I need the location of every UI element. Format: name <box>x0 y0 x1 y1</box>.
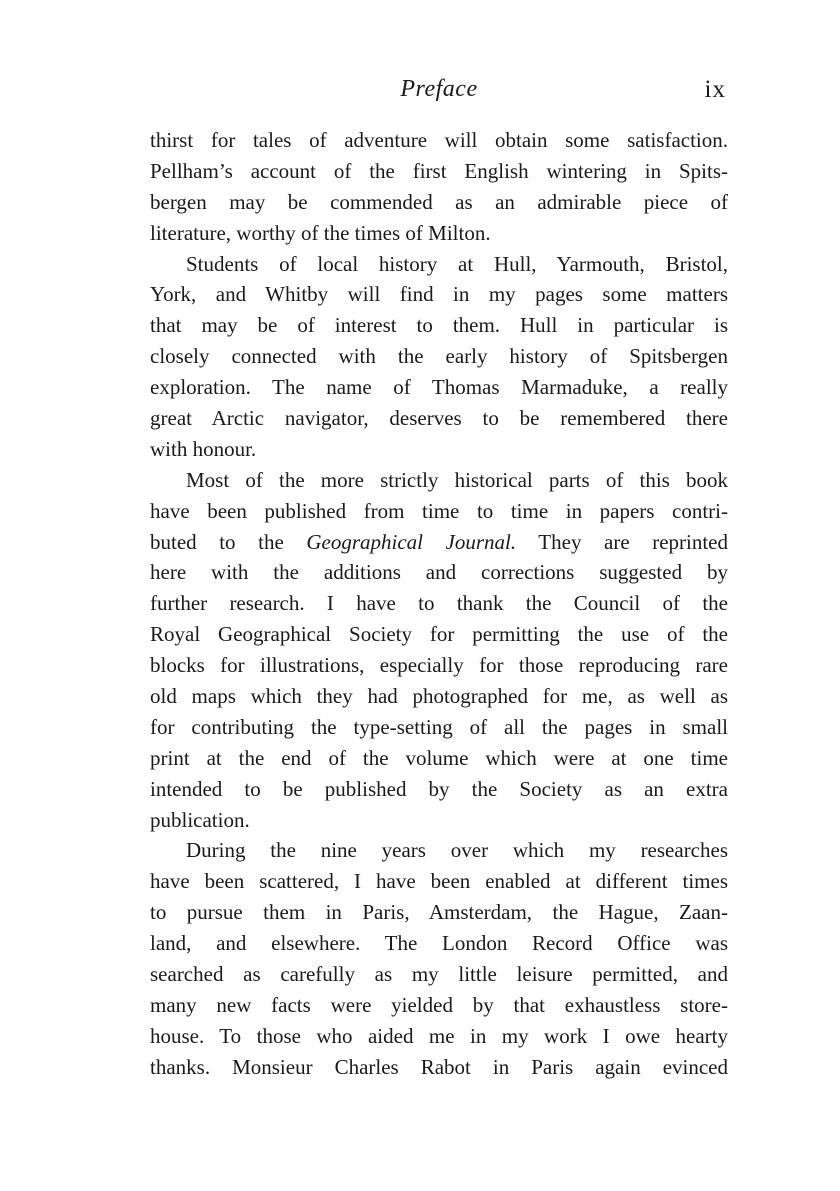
text-line: Most of the more strictly historical parts of this book <box>186 467 728 492</box>
text-line: exploration. The name of Thomas Marmaduke, a really <box>150 375 728 400</box>
text-line: Pellham’s account of the first English wintering in Spits- <box>150 158 728 183</box>
text-line: many new facts were yielded by that exhaustless store- <box>150 992 728 1017</box>
text-line: thanks. Monsieur Charles Rabot in Paris again evinced <box>150 1054 728 1079</box>
text-line: that may be of interest to them. Hull in particular is <box>150 313 728 338</box>
text-line: old maps which they had photographed for me, as well as <box>150 684 728 709</box>
text-line: intended to be published by the Society as an extra <box>150 776 728 801</box>
text-line: house. To those who aided me in my work I owe hearty <box>150 1023 728 1048</box>
text-line: here with the additions and corrections suggested by <box>150 560 728 585</box>
text-line: During the nine years over which my researches <box>186 838 728 863</box>
text-line: buted to the Geographical Journal. They are reprinted <box>150 529 728 554</box>
text-line: print at the end of the volume which were at one time <box>150 745 728 770</box>
text-line: closely connected with the early history of Spitsbergen <box>150 344 728 369</box>
text-line: Royal Geographical Society for permitting the use of the <box>150 622 728 647</box>
journal-title: Geographical Journal. <box>306 529 517 554</box>
text-line: blocks for illustrations, especially for those reproducing rare <box>150 653 728 678</box>
text-line: have been published from time to time in papers contri- <box>150 498 728 523</box>
body-text <box>150 125 728 1083</box>
page-number: ix <box>704 76 726 103</box>
text-line: bergen may be commended as an admirable piece of <box>150 189 728 214</box>
text-line: literature, worthy of the times of Milton. <box>150 220 491 245</box>
text-line: publication. <box>150 807 250 832</box>
text-line: have been scattered, I have been enabled at different times <box>150 869 728 894</box>
text-line: York, and Whitby will find in my pages some matters <box>150 282 728 307</box>
text-line: Students of local history at Hull, Yarmouth, Bristol, <box>186 251 728 276</box>
running-head: Preface <box>400 76 478 102</box>
text-line: for contributing the type-setting of all the pages in small <box>150 714 728 739</box>
text-line: to pursue them in Paris, Amsterdam, the Hague, Zaan- <box>150 900 728 925</box>
text-line: searched as carefully as my little leisure permitted, and <box>150 962 728 987</box>
text-line: with honour. <box>150 436 257 461</box>
page-header <box>150 76 728 112</box>
text-line: further research. I have to thank the Council of the <box>150 591 728 616</box>
text-line: land, and elsewhere. The London Record Office was <box>150 931 728 956</box>
text-line: great Arctic navigator, deserves to be remembered there <box>150 406 728 431</box>
text-line: thirst for tales of adventure will obtain some satisfaction. <box>150 128 728 152</box>
